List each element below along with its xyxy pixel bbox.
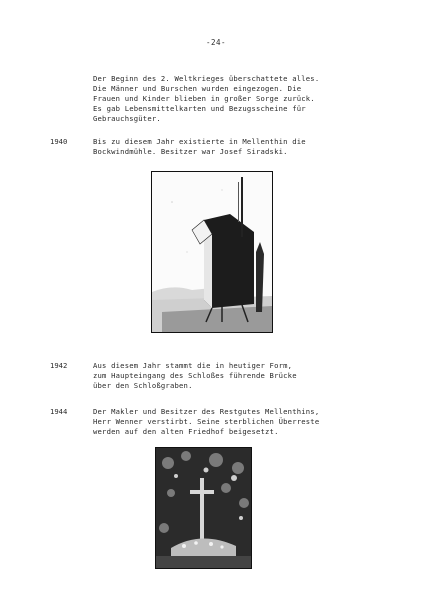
- entry-line: zum Haupteingang des Schloßes führende Brücke: [93, 371, 297, 380]
- grave-cross-photo: [155, 447, 252, 569]
- grave-cross-image: [156, 448, 251, 568]
- intro-line: Die Männer und Burschen wurden eingezogen. Die: [93, 84, 302, 93]
- entry-year-1940: 1940: [50, 137, 68, 146]
- entry-text-1942: [93, 361, 297, 391]
- intro-paragraph: [93, 74, 319, 124]
- entry-line: Bockwindmühle. Besitzer war Josef Siradski.: [93, 147, 288, 156]
- entry-line: Herr Wenner verstirbt. Seine sterblichen Überreste: [93, 417, 320, 426]
- entry-line: Der Makler und Besitzer des Restgutes Mellenthins,: [93, 407, 320, 416]
- entry-line: über den Schloßgraben.: [93, 381, 193, 390]
- entry-line: werden auf den alten Friedhof beigesetzt.: [93, 427, 279, 436]
- entry-line: Bis zu diesem Jahr existierte in Mellenthin die: [93, 137, 306, 146]
- entry-text-1944: [93, 407, 319, 437]
- intro-line: Der Beginn des 2. Weltkrieges überschattete alles.: [93, 74, 320, 83]
- page-number: -24-: [205, 38, 227, 47]
- windmill-photo: [151, 171, 273, 333]
- intro-line: Gebrauchsgüter.: [93, 114, 161, 123]
- intro-line: Es gab Lebensmittelkarten und Bezugsscheine für: [93, 104, 306, 113]
- entry-text-1940: [93, 137, 306, 157]
- intro-line: Frauen und Kinder blieben in großer Sorge zurück.: [93, 94, 315, 103]
- entry-year-1942: 1942: [50, 361, 68, 370]
- windmill-image: [152, 172, 272, 332]
- entry-line: Aus diesem Jahr stammt die in heutiger Form,: [93, 361, 293, 370]
- entry-year-1944: 1944: [50, 407, 68, 416]
